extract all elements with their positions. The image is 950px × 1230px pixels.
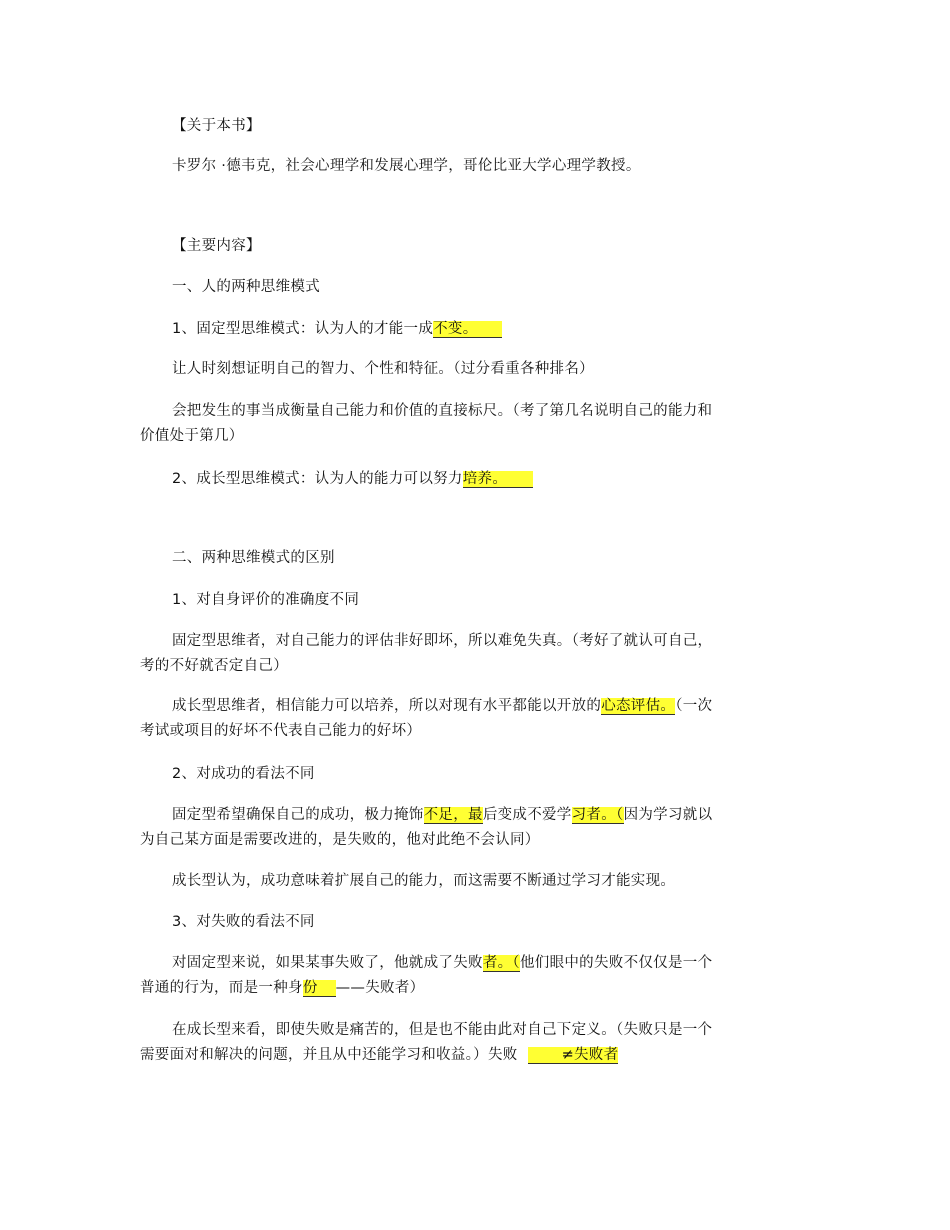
sub3-fixed-line2: [140, 979, 424, 997]
author-line: 卡罗尔 ·德韦克，社会心理学和发展心理学，哥伦比亚大学心理学教授。: [172, 158, 641, 174]
highlight-open-assessment: 心态评估。: [601, 698, 676, 714]
sub1-title: 1、对自身评价的准确度不同: [172, 592, 360, 608]
section1-para2-line2: 价值处于第几）: [140, 428, 244, 444]
sub2-fixed-line1: [172, 806, 712, 824]
section1-title: 一、人的两种思维模式: [172, 279, 320, 295]
section1-item1: [172, 320, 502, 338]
sub1-fixed-line1: 固定型思维者，对自己能力的评估非好即坏，所以难免失真。（考好了就认可自己，: [172, 633, 713, 649]
sub1-growth-line1: [172, 697, 712, 715]
highlight-not-failure: ≠失败者: [528, 1047, 619, 1064]
item1-text: 1、固定型思维模式：认为人的才能一成: [172, 321, 434, 337]
sub3-growth-line2: [140, 1046, 618, 1064]
sub2-fixed-before: 固定型希望确保自己的成功，极力掩饰: [172, 807, 424, 823]
highlight-identity: 份: [303, 980, 336, 997]
sub1-growth-after: （一次: [675, 698, 713, 714]
sub3-fixed-after: 他们眼中的失败不仅仅是一个: [519, 955, 713, 971]
highlight-failure-person: 者。（: [482, 955, 520, 971]
sub2-fixed-after: 因为学习就以: [623, 807, 713, 823]
sub3-growth-line2-before: 需要面对和解决的问题，并且从中还能学习和收益。）失败: [140, 1047, 518, 1063]
sub2-fixed-line2: 为自己某方面是需要改进的，是失败的，他对此绝不会认同）: [140, 832, 540, 848]
sub3-fixed-before: 对固定型来说，如果某事失败了，他就成了失败: [172, 955, 483, 971]
sub2-fixed-middle: 后变成不爱学: [482, 807, 572, 823]
sub2-growth: 成长型认为，成功意味着扩展自己的能力，而这需要不断通过学习才能实现。: [172, 873, 676, 889]
section1-item2: [172, 470, 533, 488]
highlight-learner: 习者。（: [571, 807, 624, 823]
section2-title: 二、两种思维模式的区别: [172, 550, 335, 566]
sub2-title: 2、对成功的看法不同: [172, 766, 315, 782]
sub1-fixed-line2: 考的不好就否定自己）: [140, 658, 288, 674]
highlight-deficiency: 不足，最: [423, 807, 483, 823]
sub3-fixed-line1: [172, 954, 712, 972]
about-heading: 【关于本书】: [172, 118, 261, 134]
sub3-fixed-line2-after: ——失败者）: [335, 980, 425, 996]
section1-para1: 让人时刻想证明自己的智力、个性和特征。（过分看重各种排名）: [172, 361, 594, 377]
sub1-growth-before: 成长型思维者，相信能力可以培养，所以对现有水平都能以开放的: [172, 698, 602, 714]
item2-text: 2、成长型思维模式：认为人的能力可以努力: [172, 471, 463, 487]
highlight-cultivate: 培养。: [463, 471, 533, 488]
sub3-fixed-line2-before: 普通的行为，而是一种身: [140, 980, 303, 996]
section1-para2-line1: 会把发生的事当成衡量自己能力和价值的直接标尺。（考了第几名说明自己的能力和: [172, 403, 713, 419]
highlight-unchanged: 不变。: [433, 321, 501, 338]
sub3-growth-line1: 在成长型来看，即使失败是痛苦的，但是也不能由此对自己下定义。（失败只是一个: [172, 1022, 713, 1038]
sub3-title: 3、对失败的看法不同: [172, 914, 315, 930]
content-heading: 【主要内容】: [172, 238, 261, 254]
sub1-growth-line2: 考试或项目的好坏不代表自己能力的好坏）: [140, 723, 422, 739]
